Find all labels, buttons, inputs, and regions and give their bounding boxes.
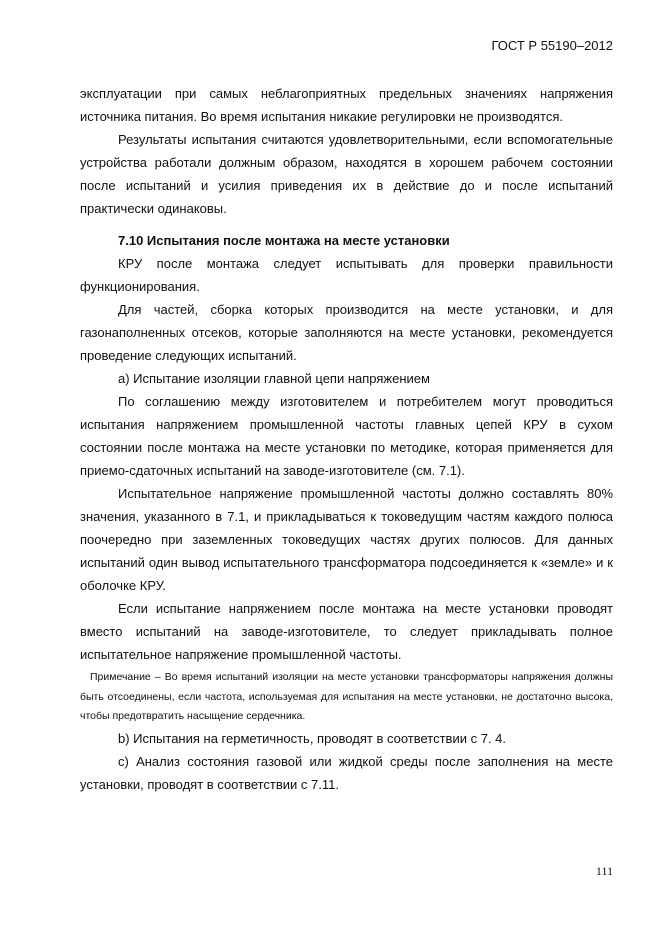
- page-number: 111: [595, 864, 613, 878]
- list-item-c: c) Анализ состояния газовой или жидкой среды после заполнения на месте установки, проводят в соответствии с 7.11.: [80, 753, 613, 792]
- paragraph-full-voltage: Если испытание напряжением после монтажа на месте установки проводят вместо испытаний на заводе-изготовителе, то следует прикладывать полное испытательное напряжение промышленной частоты.: [80, 601, 613, 662]
- document-body: [80, 82, 613, 796]
- paragraph-results: Результаты испытания считаются удовлетворительными, если вспомогательные устройства работали должным образом, находятся в хорошем рабочем состоянии после испытаний и усилия приведения их в действие до и после испытаний практически одинаковы.: [80, 132, 613, 216]
- paragraph-recommended-tests: Для частей, сборка которых производится на месте установки, и для газонаполненных отсеков, которые заполняются на месте установки, рекомендуется проведение следующих испытаний.: [80, 302, 613, 363]
- list-item-b: b) Испытания на герметичность, проводят в соответствии с 7. 4.: [118, 730, 507, 746]
- paragraph-continuation: эксплуатации при самых неблагоприятных предельных значениях напряжения источника питания. Во время испытания никакие регулировки не производятся.: [80, 86, 613, 124]
- document-id-header: ГОСТ Р 55190–2012: [491, 38, 613, 53]
- paragraph-test-voltage: Испытательное напряжение промышленной частоты должно составлять 80% значения, указанного в 7.1, и прикладываться к токоведущим частям каждого полюса поочередно при заземленных токоведущих частях других полюсов. Для данных испытаний один вывод испытательного трансформатора подсоединяется к «земле» и к оболочке КРУ.: [80, 486, 613, 593]
- list-item-a: а) Испытание изоляции главной цепи напряжением: [118, 371, 430, 386]
- paragraph-kru-check: КРУ после монтажа следует испытывать для проверки правильности функционирования.: [80, 256, 613, 294]
- note: Примечание – Во время испытаний изоляции на месте установки трансформаторы напряжения должны быть отсоединены, если частота, используемая для испытания на месте установки, не достаточно высока, чтобы предотвратить насыщение сердечника.: [80, 671, 613, 722]
- paragraph-agreement: По соглашению между изготовителем и потребителем могут проводиться испытания напряжением промышленной частоты главных цепей КРУ в сухом состоянии после монтажа на месте установки по методике, которая применяется для приемо-сдаточных испытаний на заводе-изготовителе (см. 7.1).: [80, 394, 613, 478]
- section-heading-7-10: 7.10 Испытания после монтажа на месте установки: [118, 233, 450, 248]
